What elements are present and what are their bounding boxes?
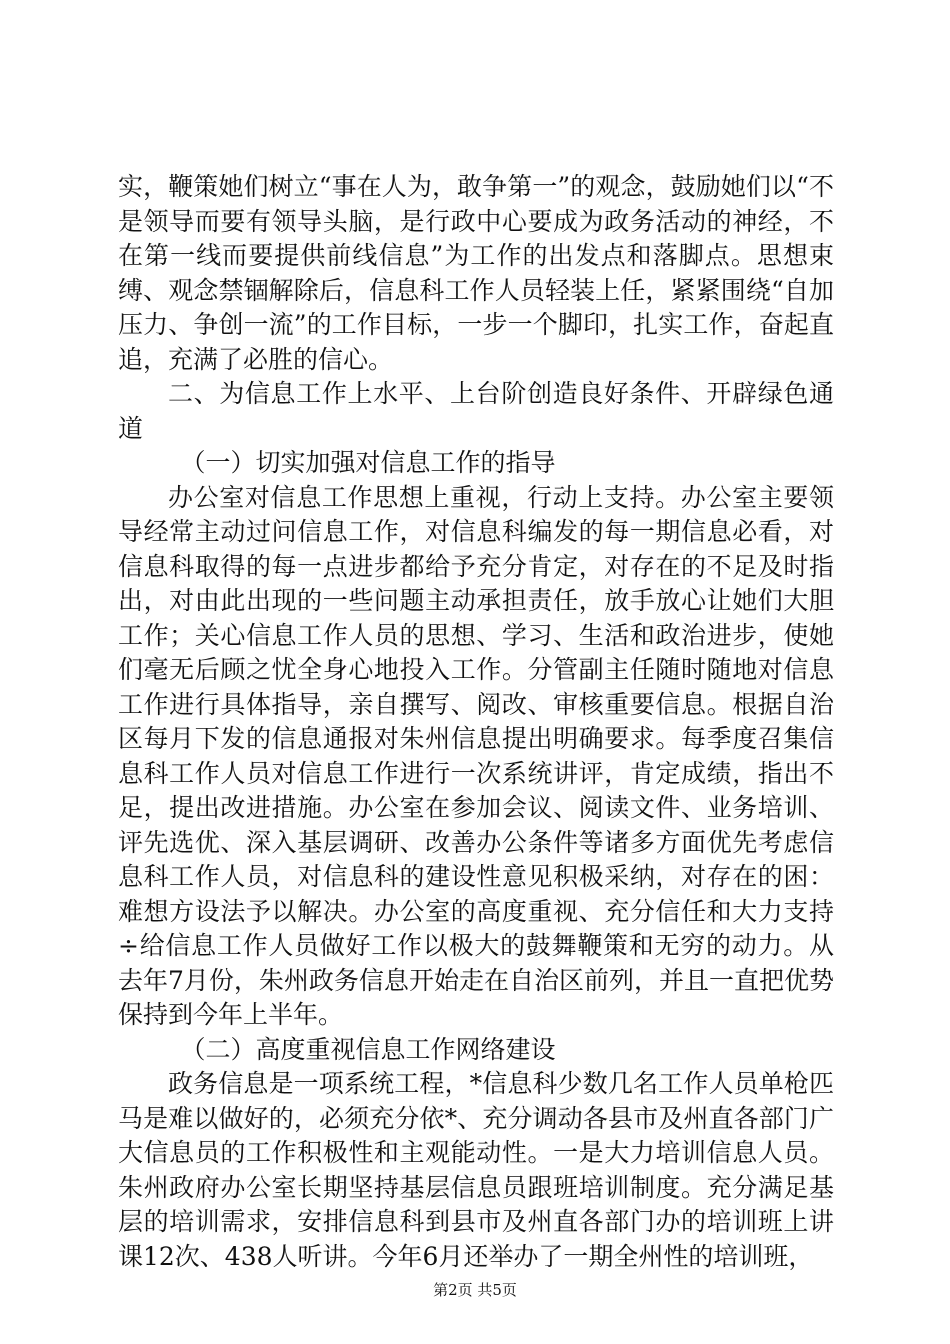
- section-heading-2: 二、为信息工作上水平、上台阶创造良好条件、开辟绿色通道: [118, 379, 834, 443]
- paragraph-continuation: 实，鞭策她们树立“事在人为，敢争第一”的观念，鼓励她们以“不是领导而要有领导头脑，是行政中心要成为政务活动的神经，不在第一线而要提供前线信息”为工作的出发点和落脚点。思想束缚、观念禁锢解除后，信息科工作人员轻装上任，紧紧围绕“自加压力、争创一流”的工作目标，一步一个脚印，扎实工作，奋起直追，充满了必胜的信心。: [118, 172, 834, 374]
- paragraph-network: 政务信息是一项系统工程，*信息科少数几名工作人员单枪匹马是难以做好的，必须充分依*、充分调动各县市及州直各部门广大信息员的工作积极性和主观能动性。一是大力培训信息人员。朱州政府办公室长期坚持基层信息员跟班培训制度。充分满足基层的培训需求，安排信息科到县市及州直各部门办的培训班上讲课12次、438人听讲。今年6月还举办了一期全州性的培训班，: [118, 1069, 834, 1271]
- subsection-heading-2: （二）高度重视信息工作网络建设: [180, 1034, 556, 1064]
- page-number-footer: 第2页 共5页: [433, 1281, 517, 1299]
- paragraph-guidance: 办公室对信息工作思想上重视，行动上支持。办公室主要领导经常主动过问信息工作，对信息科编发的每一期信息必看，对信息科取得的每一点进步都给予充分肯定，对存在的不足及时指出，对由此出现的一些问题主动承担责任，放手放心让她们大胆工作；关心信息工作人员的思想、学习、生活和政治进步，使她们毫无后顾之忧全身心地投入工作。分管副主任随时随地对信息工作进行具体指导，亲自撰写、阅改、审核重要信息。根据自治区每月下发的信息通报对朱州信息提出明确要求。每季度召集信息科工作人员对信息工作进行一次系统讲评，肯定成绩，指出不足，提出改进措施。办公室在参加会议、阅读文件、业务培训、评先选优、深入基层调研、改善办公条件等诸多方面优先考虑信息科工作人员，对信息科的建设性意见积极采纳，对存在的困：难想方设法予以解决。办公室的高度重视、充分信任和大力支持÷给信息工作人员做好工作以极大的鼓舞鞭策和无穷的动力。从去年7月份，朱州政务信息开始走在自治区前列，并且一直把优势保持到今年上半年。: [118, 482, 834, 1029]
- document-body: [118, 170, 834, 1274]
- subsection-heading-1: （一）切实加强对信息工作的指导: [180, 448, 556, 477]
